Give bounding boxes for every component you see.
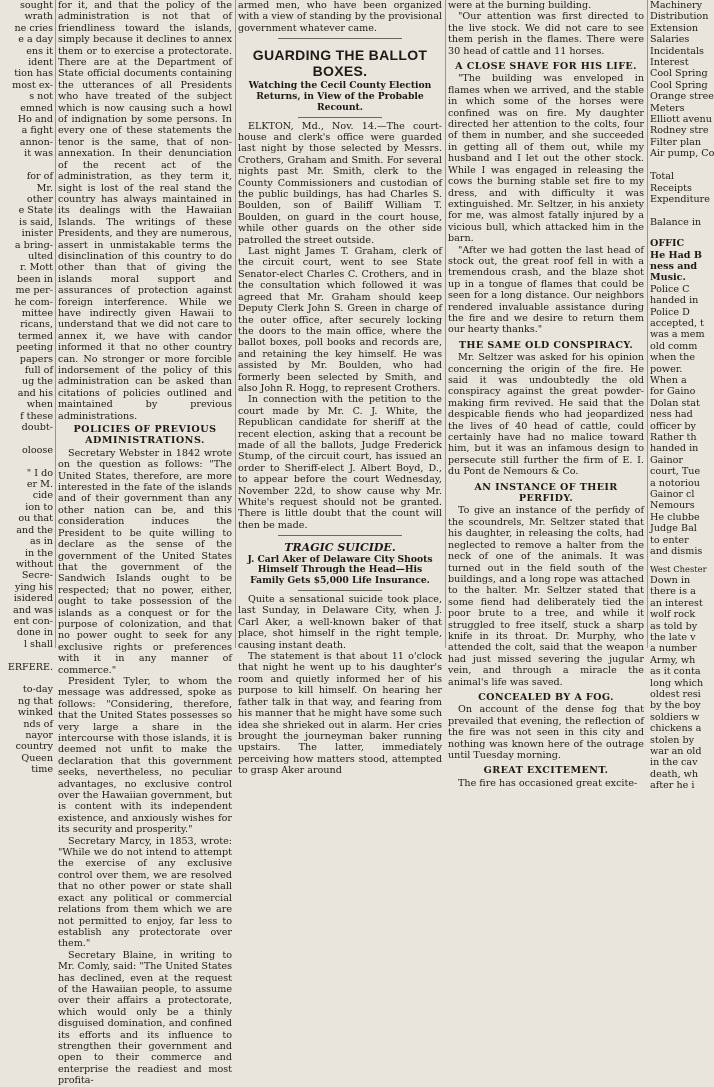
column-rule: [235, 0, 236, 648]
column-rule: [445, 0, 446, 648]
fragment-line: there is a: [650, 586, 696, 598]
fragment-line: Interest: [650, 57, 689, 69]
fragment-line: [0, 160, 53, 171]
article-paragraph: On account of the dense fog that prevailed that evening, the reflection of the fire was not seen in this city and nothing was known here of the outrage until Tuesday morning.: [448, 704, 644, 761]
fragment-line: When a: [650, 375, 687, 386]
fragment-line: [650, 160, 681, 171]
article-paragraph: Secretary Webster in 1842 wrote on the question as follows: "The United States, therefore, are more interested in the fate of the islands and of their government than any other nation can be, and this consideration induces the President to be quite willing to declare as the sense of the government of the United States that the government of the Sandwich Islands ought to be respected; that no power, either, ought to take possession of the islands as a conquest or for the purpose of colonization, and that no power ought to seek for any exclusive rights or preferences with it in any manner of commerce.": [58, 447, 232, 676]
fragment-line: ou that: [18, 513, 53, 525]
column-ballot-boxes: [238, 0, 442, 777]
fragment-line: ng that: [18, 695, 53, 707]
fragment-line: a fight: [21, 125, 53, 137]
fragment-line: Extension: [650, 22, 699, 34]
fragment-line: Ho and: [17, 114, 53, 126]
fragment-line: doubt-: [21, 422, 53, 434]
fragment-line: Gainor cl: [650, 489, 695, 501]
column-rule: [647, 0, 648, 648]
divider: [298, 590, 382, 591]
fragment-line: accepted, t: [650, 317, 704, 329]
fragment-line: [0, 456, 53, 467]
fragment-line: Dolan stat: [650, 397, 700, 409]
fragment-line: sought: [19, 0, 53, 11]
fragment-line: Expenditure: [650, 193, 710, 205]
deck-carl-aker: J. Carl Aker of Delaware City Shoots Himself Through the Head—His Family Gets $5,000 Life Insurance.: [247, 553, 433, 587]
fragment-line: Music.: [650, 272, 686, 284]
fragment-line: wolf rock: [650, 609, 696, 621]
column-fire-story: [448, 0, 644, 789]
fragment-line: [0, 433, 53, 444]
fragment-line: Total: [650, 171, 675, 183]
fragment-line: a number: [650, 643, 697, 655]
headline-guarding-ballot-boxes: GUARDING THE BALLOT BOXES.: [252, 47, 428, 80]
ledger-fragment: [650, 0, 714, 228]
fragment-line: Salaries: [650, 34, 690, 46]
divider: [278, 535, 402, 536]
article-paragraph: Secretary Marcy, in 1853, wrote: "While we do not intend to attempt the exercise of any exclusive control over them, we are resolved that no other power or state shall exact any political or commercial relations from them which we are not permitted to enjoy, far less to establish any protectorate over them.": [58, 835, 232, 950]
fragment-line: He clubbe: [650, 511, 700, 523]
fragment-line: He Had B: [650, 249, 702, 261]
fragment-line: power.: [650, 363, 683, 375]
fragment-line: isidered: [13, 593, 53, 605]
fragment-line: s not: [29, 91, 53, 103]
fragment-line: Judge Bal: [650, 523, 697, 535]
fragment-line: Police D: [650, 306, 690, 318]
fragment-line: when: [26, 399, 53, 411]
fragment-line: er M.: [26, 479, 53, 491]
fragment-line: an interest: [650, 597, 703, 609]
fragment-line: handed in: [650, 443, 699, 455]
fragment-line: Meters: [650, 102, 685, 114]
fragment-line: and dismis: [650, 546, 703, 558]
fragment-line: cide: [32, 490, 53, 502]
dateline-fragment: West Chester: [650, 563, 707, 574]
fragment-line: nayor: [25, 730, 53, 741]
fragment-line: peeting: [16, 342, 53, 354]
fragment-line: country: [15, 741, 53, 753]
fragment-line: for Gaino: [650, 386, 696, 398]
subhead-previous-administrations: POLICIES OF PREVIOUS ADMINISTRATIONS.: [73, 424, 217, 447]
column-right-fragment: [650, 0, 714, 792]
fragment-line: [0, 673, 53, 684]
article-paragraph: "Our attention was first directed to the live stock. We did not care to see them perish in the flames. There were 30 head of cattle and 11 horses.: [448, 11, 644, 57]
fragment-line: as in: [30, 536, 53, 548]
column-hawaii-policy: [58, 0, 232, 1087]
fragment-line: without: [15, 558, 53, 570]
divider: [278, 38, 402, 39]
fragment-line: Balance in: [650, 216, 702, 228]
fragment-line: to enter: [650, 534, 689, 546]
fragment-line: Army, wh: [650, 654, 696, 666]
fragment-line: death, wh: [650, 768, 699, 780]
article-paragraph: The statement is that about 11 o'clock that night he went up to his daughter's room and quietly informed her of his purpose to kill himself. On hearing her father talk in that way, and fearing from his manner that he might have some such idea she shrieked out in alarm. Her cries brought the journeyman baker running upstairs. The latter, immediately perceiving how matters stood, attempted to grasp Aker around: [238, 651, 442, 777]
divider: [298, 117, 382, 118]
fragment-line: as it conta: [650, 666, 701, 678]
fragment-line: Receipts: [650, 182, 692, 194]
fragment-line: ens it: [26, 45, 53, 57]
fragment-line: handed in: [650, 295, 699, 307]
fragment-line: the late v: [650, 631, 696, 643]
fragment-line: stolen by: [650, 734, 695, 746]
fragment-list: [0, 0, 53, 776]
fragment-line: Incidentals: [650, 45, 704, 57]
fragment-line: winked: [17, 707, 53, 719]
fragment-line: by the boy: [650, 700, 701, 712]
fragment-line: ug the: [21, 376, 53, 388]
fragment-line: Elliott avenu: [650, 114, 712, 126]
fragment-line: ying his: [14, 581, 53, 593]
fragment-line: for of: [26, 171, 53, 183]
fragment-line: inister: [21, 228, 53, 240]
office-headline-fragment: OFFIC: [650, 238, 685, 250]
headline-tragic-suicide: TRAGIC SUICIDE.: [284, 541, 396, 555]
fragment-line: e State: [18, 205, 53, 217]
article-paragraph: Secretary Blaine, in writing to Mr. Comly, said: "The United States has declined, even at the request of the Hawaiian people, to assume over their affairs a protectorate, which would only be a thinly disguised domination, and confined its efforts and its influence to strengthen their government and open to their commerce and enterprise the readiest and most profita-: [58, 949, 232, 1087]
fragment-line: oldest resi: [650, 688, 701, 700]
fragment-line: soldiers w: [650, 711, 700, 723]
column-rule: [55, 0, 56, 648]
fragment-line: Secre-: [21, 570, 53, 582]
body-fragment: [650, 283, 705, 558]
fragment-line: and his: [17, 387, 53, 399]
fragment-line: in the cav: [650, 757, 698, 769]
fragment-line: mittee: [21, 307, 53, 319]
fragment-line: long which: [650, 677, 704, 689]
fragment-line: [650, 205, 681, 216]
fragment-line: Orange stree: [650, 91, 714, 103]
fragment-line: done in: [16, 627, 53, 639]
deck-fragment: [650, 249, 702, 284]
fragment-line: emned: [20, 102, 53, 114]
article-lead: were at the burning building.: [448, 0, 592, 11]
subhead-great-excitement: GREAT EXCITEMENT.: [483, 765, 609, 777]
column-left-fragment: [0, 0, 53, 776]
fragment-line: full of: [24, 365, 53, 376]
fragment-line: is said,: [19, 216, 53, 228]
fragment-line: Rodney stre: [650, 125, 709, 137]
body-fragment: [650, 574, 704, 792]
article-paragraph: The fire has occasioned great excite-: [458, 777, 638, 789]
fragment-line: termed: [17, 330, 53, 342]
fragment-line: ERFERE.: [7, 661, 53, 673]
article-paragraph: In connection with the petition to the court made by Mr. C. J. White, the Republican candidate for sheriff at the recent election, asking that a recount be made of all the ballots, Judge Frederick Stump, of the circuit court, has issued an order to Sheriff-elect J. Albert Boyd, D., to appear before the court Wednesday, November 22d, to show cause why Mr. White's request should not be granted. There is little doubt that the count will then be made.: [238, 394, 442, 531]
fragment-line: Filter plan: [650, 136, 702, 148]
fragment-line: a bring-: [14, 239, 53, 251]
subhead-close-shave: A CLOSE SHAVE FOR HIS LIFE.: [455, 61, 637, 73]
fragment-line: tion has: [14, 68, 53, 80]
article-paragraph: To give an instance of the perfidy of the scoundrels, Mr. Seltzer stated that his daughter, in releasing the colts, had neglected to remove a halter from the neck of one of the animals. It was turned out in the field south of the buildings, and a long rope was attached to the halter. Mr. Seltzer stated that some fiend had deliberately tied the poor brute to a tree, and while it struggled to free itself, stuck a sharp knife in its throat. Dr. Murphy, who attended the colt, said that the weapon had just missed severing the jugular vein, and through a miracle the animal's life was saved.: [448, 505, 644, 688]
article-paragraph: Mr. Seltzer was asked for his opinion concerning the origin of the fire. He said it was undoubtedly the old conspiracy against the great powder-making firm revived. He said that the despicable fiends who had jeopardized the lives of 40 head of cattle, could certainly have had no malice toward him, but it was an infamous design to persecute still further the firm of E. I. du Pont de Nemours & Co.: [448, 352, 644, 478]
fragment-line: Air pump, Co: [650, 148, 714, 160]
article-lead: armed men, who have been organized with a view of standing by the provisional government whatever came.: [238, 0, 442, 34]
article-paragraph: for it, and that the policy of the administration is not that of friendliness toward the islands, simply because it declines to annex them or to exercise a protectorate. There are at the Department of State official documents containing the utterances of all Presidents who have treated of the subject which is now causing such a howl of indignation by some persons. In every one of these statements the tenor is the same, that of non-annexation. In their denunciation of the recent act of the administration, as they term it, sight is lost of the real stand the country has always maintained in its dealings with the Hawaiian Islands. The writings of these Presidents, and they are numerous, assert in unmistakable terms the disinclination of this country to do other than that of giving the islands moral support and assurances of protection against foreign interference. While we have indirectly given Hawaii to understand that we did not care to annex it, we have with candor informed it that no other country can. No stronger or more forcible indorsement of the policy of this administration can be asked than citations of policies outlined and maintained by previous administrations.: [58, 0, 232, 422]
fragment-line: officer by: [650, 420, 696, 432]
fragment-line: papers: [19, 353, 53, 365]
article-paragraph: Quite a sensational suicide took place, last Sunday, in Delaware City, when J. Carl Aker, a well-known baker of that place, shot himself in the right temple, causing instant death.: [238, 594, 442, 651]
article-paragraph: President Tyler, to whom the message was addressed, spoke as follows: "Considering, therefore, that the United States possesses so very large a share in the intercourse with those islands, it is deemed not unfit to make the declaration that this government seeks, nevertheless, no peculiar advantages, no exclusive control over the Hawaiian government, but is content with its independent existence, and anxiously wishes for its security and prosperity.": [58, 675, 232, 836]
fragment-line: other: [26, 193, 53, 205]
fragment-line: ion to: [25, 501, 53, 513]
fragment-line: Police C: [650, 283, 690, 295]
subhead-instance-of-perfidy: AN INSTANCE OF THEIR PERFIDY.: [474, 481, 618, 505]
fragment-line: Cool Spring: [650, 68, 708, 80]
fragment-line: a notoriou: [650, 477, 700, 489]
fragment-line: ent con-: [13, 615, 53, 627]
fragment-line: l shall: [23, 638, 53, 650]
article-paragraph: ELKTON, Md., Nov. 14.—The court-house and clerk's office were guarded last night by those selected by Messrs. Crothers, Graham and Smith. For several nights past Mr. Smith, clerk to the County Commissioners and custodian of the public buildings, has had Charles S. Boulden, son of Bailiff William T. Boulden, on guard in the court house, while other guards on the other side patrolled the street outside.: [238, 120, 442, 246]
fragment-line: been in: [17, 273, 53, 285]
fragment-line: war an old: [650, 746, 702, 757]
fragment-line: Distribution: [650, 11, 709, 23]
fragment-line: when the: [650, 352, 696, 364]
fragment-line: after he i: [650, 780, 695, 792]
fragment-line: Queen: [21, 752, 53, 764]
fragment-line: nds of: [23, 718, 53, 730]
deck-cecil-county: Watching the Cecil County Election Returns, in View of the Probable Recount.: [248, 80, 432, 113]
fragment-line: wrath: [24, 11, 53, 23]
fragment-line: in the: [24, 547, 53, 559]
fragment-line: to-day: [22, 684, 53, 696]
fragment-line: time: [31, 764, 53, 776]
article-paragraph: "After we had gotten the last head of stock out, the great roof fell in with a tremendous crash, and the blaze shot up in a tongue of flames that could be seen for a long distance. Our neighbors rendered invaluable assistance during the fire and we desire to return them our hearty thanks.": [448, 244, 644, 336]
article-paragraph: "The building was enveloped in flames when we arrived, and the stable in which some of the horses were confined was on fire. My daughter directed her attention to the colts, four of them in number, and she succeeded in getting all of them out, while my husband and I let out the other stock. While I was engaged in releasing the cows the burning stable set fire to my dress, and with difficulty it was extinguished. Mr. Seltzer, in his anxiety for me, was almost fatally injured by a vicious bull, which attacked him in the barn.: [448, 73, 644, 245]
fragment-line: and the: [16, 524, 53, 536]
fragment-line: ricans,: [20, 319, 53, 331]
fragment-line: as told by: [650, 620, 698, 632]
fragment-line: annon-: [19, 136, 53, 148]
fragment-line: ne cries: [14, 22, 53, 34]
fragment-line: ness had: [650, 409, 693, 421]
fragment-line: " I do: [26, 467, 53, 479]
fragment-line: ulted: [28, 250, 53, 262]
fragment-line: was a mem: [650, 329, 705, 341]
fragment-line: f these: [20, 410, 53, 422]
fragment-line: most ex-: [12, 79, 53, 91]
article-paragraph: Last night James T. Graham, clerk of the circuit court, went to see State Senator-elect Charles C. Crothers, and in the consultation which followed it was agreed that Mr. Graham should keep Deputy Clerk John S. Green in charge of the outer office, after securely locking the doors to the main office, where the ballot boxes, poll books and records are, and retaining the key himself. He was assisted by Mr. Boulden, who had formerly been selected by Smith, and also John R. Hogg, to represent Crothers.: [238, 246, 442, 394]
fragment-line: Cool Spring: [650, 79, 708, 91]
fragment-line: and was: [13, 604, 53, 616]
fragment-line: Rather th: [650, 432, 697, 444]
fragment-line: chickens a: [650, 723, 702, 735]
fragment-line: it was: [24, 148, 53, 160]
fragment-line: Nemours: [650, 500, 695, 512]
fragment-line: Machinery: [650, 0, 703, 11]
subhead-concealed-by-fog: CONCEALED BY A FOG.: [478, 691, 614, 703]
fragment-line: Down in: [650, 574, 691, 586]
fragment-line: old comm: [650, 340, 698, 352]
fragment-line: ness and: [650, 260, 698, 272]
fragment-line: e a day: [18, 34, 53, 46]
fragment-line: Gainor: [650, 454, 683, 466]
fragment-line: he com-: [14, 296, 53, 308]
fragment-line: [0, 650, 53, 661]
fragment-line: court, Tue: [650, 466, 701, 478]
fragment-line: oloose: [22, 444, 53, 456]
fragment-line: r. Mott: [20, 262, 53, 274]
fragment-line: me per-: [15, 285, 53, 297]
subhead-same-old-conspiracy: THE SAME OLD CONSPIRACY.: [458, 339, 634, 351]
fragment-line: ident: [28, 57, 53, 69]
fragment-line: Mr.: [36, 182, 53, 194]
